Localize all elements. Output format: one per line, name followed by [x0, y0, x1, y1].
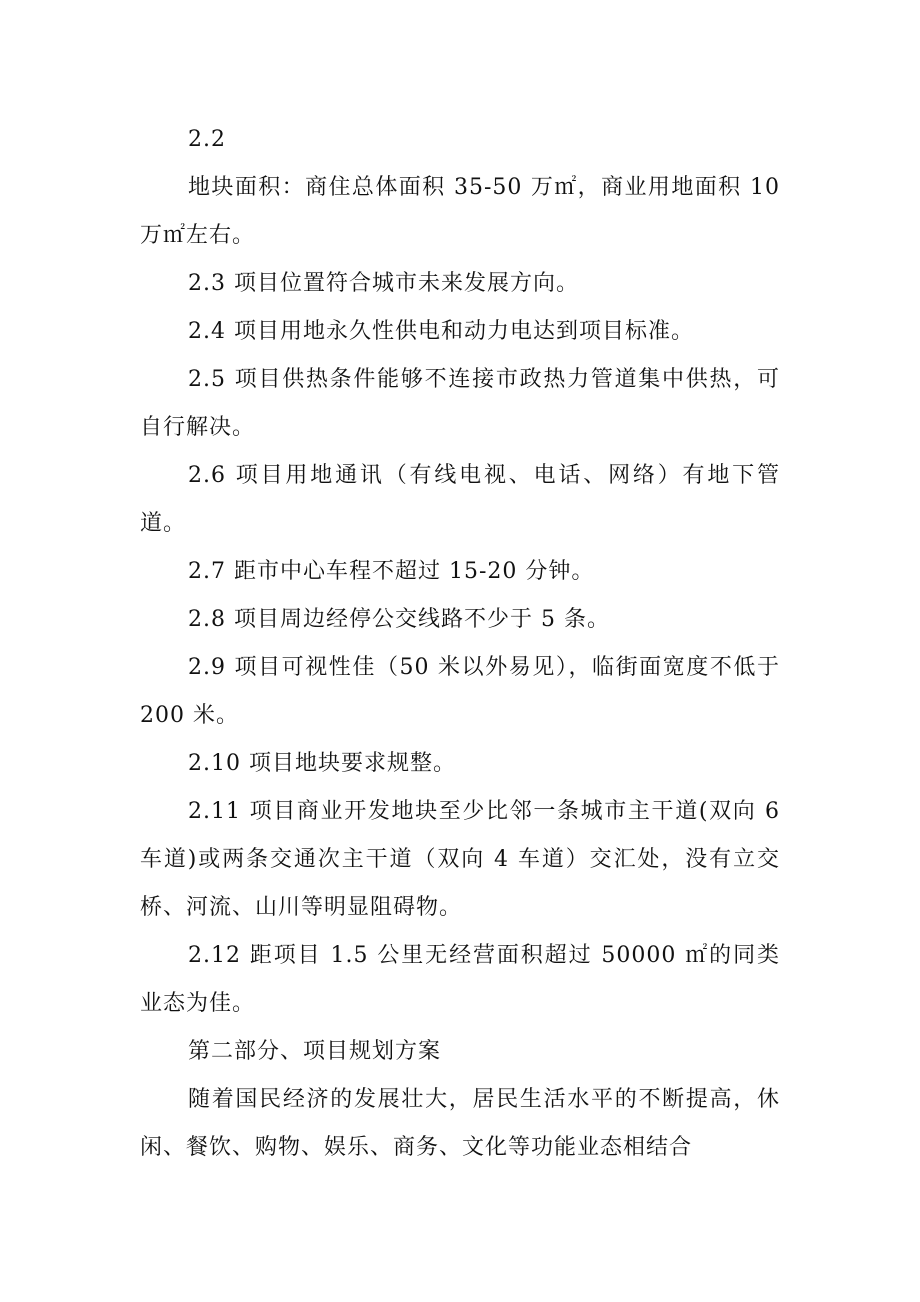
paragraph-2-10: 2.10 项目地块要求规整。 — [188, 751, 456, 776]
paragraph-2-4: 2.4 项目用地永久性供电和动力电达到项目标准。 — [188, 319, 694, 344]
paragraph-2-12: 2.12 距项目 1.5 公里无经营面积超过 50000 ㎡的同类业态为佳。 — [140, 943, 780, 1016]
paragraph-2-8: 2.8 项目周边经停公交线路不少于 5 条。 — [188, 607, 610, 632]
paragraph-2-6: 2.6 项目用地通讯（有线电视、电话、网络）有地下管道。 — [140, 463, 780, 536]
section-heading-part-two: 第二部分、项目规划方案 — [188, 1039, 442, 1064]
paragraph-2-9: 2.9 项目可视性佳（50 米以外易见），临街面宽度不低于 200 米。 — [140, 655, 780, 728]
paragraph-2-7: 2.7 距市中心车程不超过 15-20 分钟。 — [188, 559, 595, 584]
paragraph-2-11: 2.11 项目商业开发地块至少比邻一条城市主干道(双向 6 车道)或两条交通次主干道（双向 4 车道）交汇处，没有立交桥、河流、山川等明显阻碍物。 — [140, 799, 780, 920]
paragraph-2-5: 2.5 项目供热条件能够不连接市政热力管道集中供热，可自行解决。 — [140, 367, 780, 440]
paragraph-land-area: 地块面积：商住总体面积 35-50 万㎡，商业用地面积 10 万㎡左右。 — [140, 175, 780, 248]
paragraph-2-3: 2.3 项目位置符合城市未来发展方向。 — [188, 271, 579, 296]
paragraph-2-2: 2.2 — [188, 127, 226, 152]
paragraph-intro-planning: 随着国民经济的发展壮大，居民生活水平的不断提高，休闲、餐饮、购物、娱乐、商务、文化等功能业态相结合 — [140, 1087, 780, 1160]
